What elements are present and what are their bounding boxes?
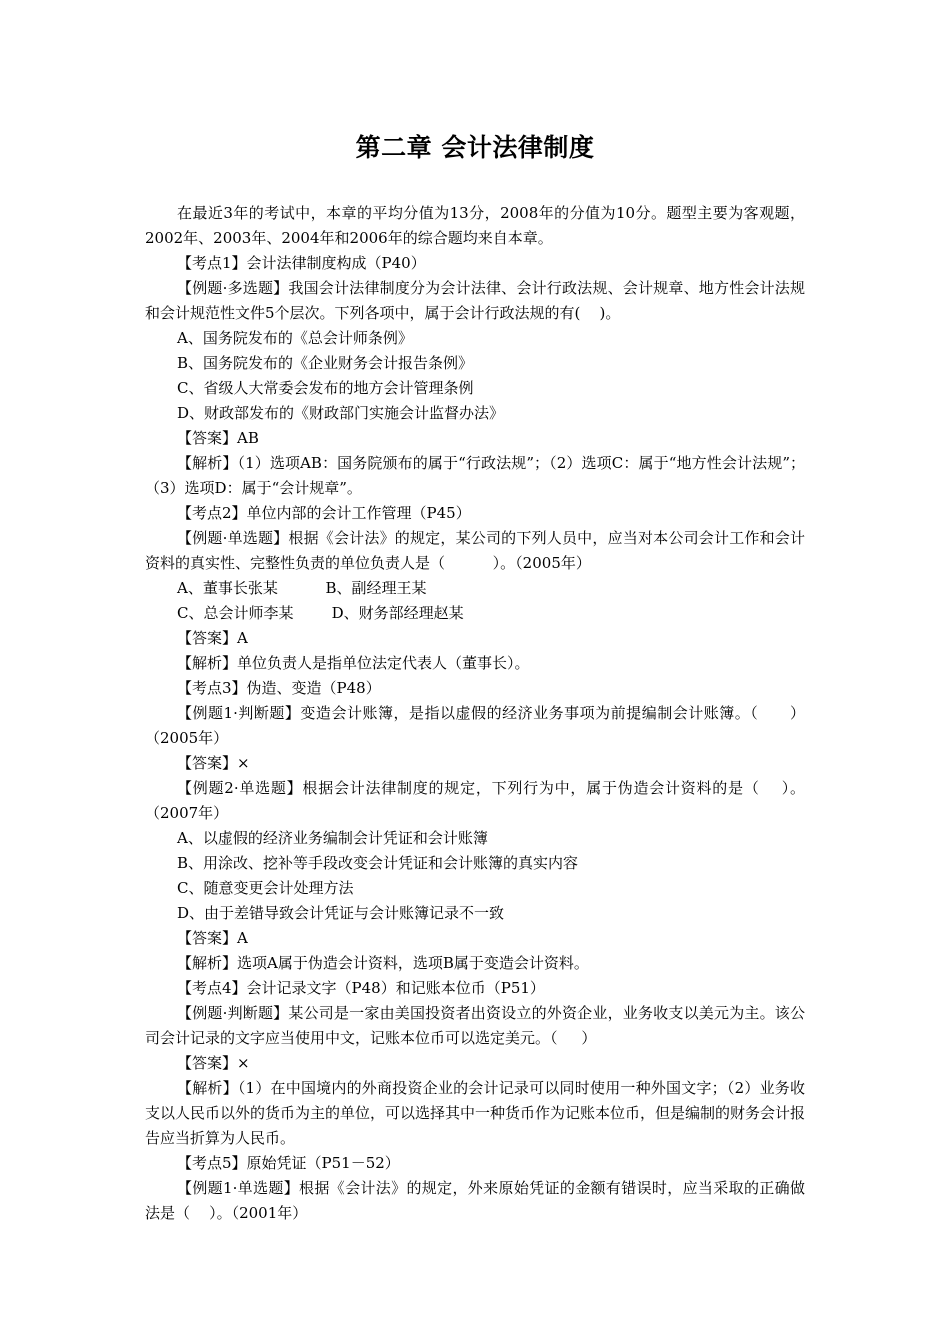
answer: 【答案】× (177, 754, 250, 772)
key-point-heading: 【考点2】单位内部的会计工作管理（P45） (177, 504, 471, 522)
key-point-heading: 【考点3】伪造、变造（P48） (177, 679, 381, 697)
option-d: D、由于差错导致会计凭证与会计账簿记录不一致 (177, 904, 505, 922)
options-row: C、总会计师李某 D、财务部经理赵某 (177, 604, 464, 622)
option-b: B、用涂改、挖补等手段改变会计凭证和会计账簿的真实内容 (177, 854, 579, 872)
options-row: A、董事长张某 B、副经理王某 (177, 579, 427, 597)
answer: 【答案】× (177, 1054, 250, 1072)
document-page (145, 128, 805, 1226)
option-a: A、以虚假的经济业务编制会计凭证和会计账簿 (177, 829, 488, 847)
explanation: 【解析】（1）选项AB：国务院颁布的属于“行政法规”；（2）选项C：属于“地方性会计法规”；（3）选项D：属于“会计规章”。 (145, 454, 805, 497)
key-point-heading: 【考点5】原始凭证（P51－52） (177, 1154, 400, 1172)
option-a: A、国务院发布的《总会计师条例》 (177, 329, 413, 347)
key-point-heading: 【考点1】会计法律制度构成（P40） (177, 254, 426, 272)
example-question: 【例题1·判断题】变造会计账簿，是指以虚假的经济业务事项为前提编制会计账簿。（ ）（2005年） (145, 704, 805, 747)
answer: 【答案】A (177, 929, 248, 947)
example-question: 【例题1·单选题】根据《会计法》的规定，外来原始凭证的金额有错误时，应当采取的正确做法是（ ）。（2001年） (145, 1179, 805, 1222)
option-c: C、省级人大常委会发布的地方会计管理条例 (177, 379, 474, 397)
intro-paragraph: 在最近3年的考试中，本章的平均分值为13分，2008年的分值为10分。题型主要为客观题，2002年、2003年、2004年和2006年的综合题均来自本章。 (145, 204, 805, 247)
explanation: 【解析】单位负责人是指单位法定代表人（董事长）。 (177, 654, 530, 672)
option-d: D、财政部发布的《财政部门实施会计监督办法》 (177, 404, 505, 422)
example-question: 【例题·判断题】某公司是一家由美国投资者出资设立的外资企业，业务收支以美元为主。该公司会计记录的文字应当使用中文，记账本位币可以选定美元。（ ） (145, 1004, 805, 1047)
explanation: 【解析】（1）在中国境内的外商投资企业的会计记录可以同时使用一种外国文字；（2）业务收支以人民币以外的货币为主的单位，可以选择其中一种货币作为记账本位币，但是编制的财务会计报告应当折算为人民币。 (145, 1079, 806, 1147)
example-question: 【例题·多选题】我国会计法律制度分为会计法律、会计行政法规、会计规章、地方性会计法规和会计规范性文件5个层次。下列各项中，属于会计行政法规的有( )。 (145, 279, 805, 322)
document-body (145, 201, 805, 1226)
answer: 【答案】A (177, 629, 248, 647)
key-point-heading: 【考点4】会计记录文字（P48）和记账本位币（P51） (177, 979, 545, 997)
option-c: C、随意变更会计处理方法 (177, 879, 354, 897)
example-question: 【例题·单选题】根据《会计法》的规定，某公司的下列人员中，应当对本公司会计工作和会计资料的真实性、完整性负责的单位负责人是（ ）。（2005年） (145, 529, 805, 572)
chapter-title: 第二章 会计法律制度 (355, 133, 595, 162)
explanation: 【解析】选项A属于伪造会计资料，选项B属于变造会计资料。 (177, 954, 589, 972)
answer: 【答案】AB (177, 429, 259, 447)
option-b: B、国务院发布的《企业财务会计报告条例》 (177, 354, 474, 372)
example-question: 【例题2·单选题】根据会计法律制度的规定，下列行为中，属于伪造会计资料的是（ ）。（2007年） (145, 779, 805, 822)
